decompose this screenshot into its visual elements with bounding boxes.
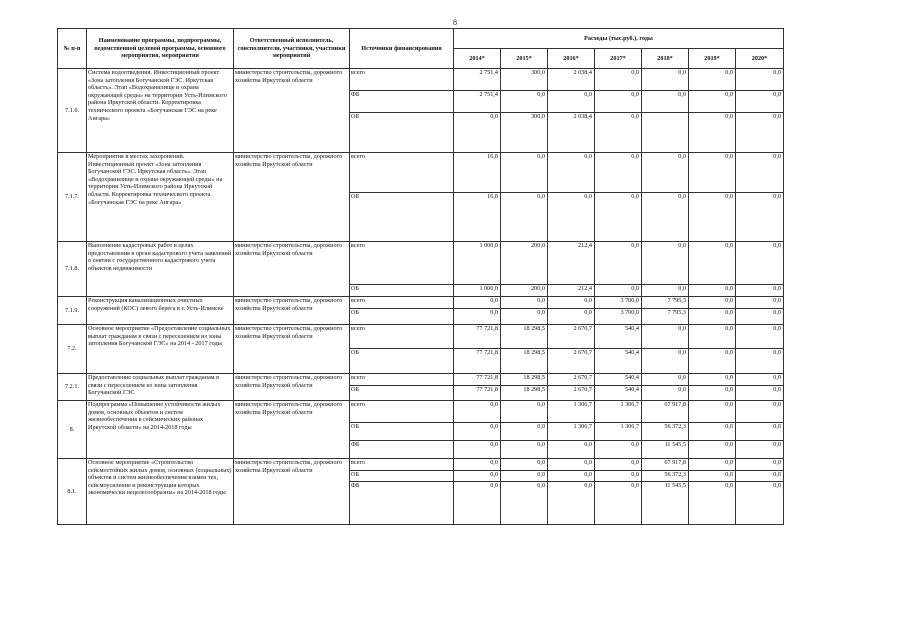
funding-source: ОБ xyxy=(350,285,454,297)
expense-value: 0,0 xyxy=(454,401,501,423)
expense-value: 2 038,4 xyxy=(548,69,595,91)
expense-value: 0,0 xyxy=(689,153,736,193)
expense-value: 1 000,0 xyxy=(454,242,501,285)
expense-value: 0,0 xyxy=(454,113,501,153)
expense-value: 77 721,8 xyxy=(454,325,501,349)
expense-value: 0,0 xyxy=(736,193,784,242)
expense-value: 0,0 xyxy=(595,482,642,525)
expense-value: 77 721,8 xyxy=(454,349,501,374)
header-name: Наименование программы, подпрограммы, ведомственной целевой программы, основного мероприятия, мероприятия xyxy=(87,29,234,69)
header-executor: Ответственный исполнитель, соисполнители, участники, участники мероприятий xyxy=(234,29,350,69)
header-expenses: Расходы (тыс.руб.), годы xyxy=(454,29,784,49)
expense-value: 67 917,8 xyxy=(642,401,689,423)
expense-value: 2 670,7 xyxy=(548,386,595,401)
expense-value: 0,0 xyxy=(736,401,784,423)
expense-value: 0,0 xyxy=(642,374,689,386)
funding-source: всего xyxy=(350,374,454,386)
table-row xyxy=(58,69,784,91)
expense-value: 2 751,4 xyxy=(454,69,501,91)
executor: министерство строительства, дорожного хозяйства Иркутской области xyxy=(234,401,350,459)
funding-source: ОБ xyxy=(350,471,454,482)
expense-value: 0,0 xyxy=(689,423,736,441)
expense-value: 7 795,3 xyxy=(642,297,689,309)
expense-value: 0,0 xyxy=(689,471,736,482)
expense-value: 0,0 xyxy=(736,386,784,401)
expense-value: 0,0 xyxy=(736,242,784,285)
expense-value: 0,0 xyxy=(454,482,501,525)
expense-value: 77 721,8 xyxy=(454,374,501,386)
expense-value: 0,0 xyxy=(454,459,501,471)
expense-value: 0,0 xyxy=(595,113,642,153)
expense-value: 0,0 xyxy=(736,374,784,386)
expense-value: 0,0 xyxy=(689,459,736,471)
expense-value xyxy=(642,113,689,153)
expense-value: 0,0 xyxy=(501,471,548,482)
expense-value: 2 038,4 xyxy=(548,113,595,153)
expense-value: 3 700,0 xyxy=(595,309,642,325)
expense-value: 0,0 xyxy=(689,482,736,525)
expense-value: 77 721,8 xyxy=(454,386,501,401)
row-number: 8. xyxy=(58,401,87,459)
expense-value: 18 298,5 xyxy=(501,374,548,386)
expense-value: 0,0 xyxy=(642,325,689,349)
expense-value: 0,0 xyxy=(689,193,736,242)
expense-value: 0,0 xyxy=(501,423,548,441)
expense-value: 540,4 xyxy=(595,325,642,349)
header-year: 2018* xyxy=(642,49,689,69)
expense-value: 11 545,5 xyxy=(642,482,689,525)
expense-value: 0,0 xyxy=(595,285,642,297)
table-row xyxy=(58,325,784,349)
expense-value: 0,0 xyxy=(642,349,689,374)
expense-value: 18 298,5 xyxy=(501,386,548,401)
expense-value: 0,0 xyxy=(642,285,689,297)
expense-value: 56 372,3 xyxy=(642,471,689,482)
expense-value: 0,0 xyxy=(689,285,736,297)
funding-source: ОБ xyxy=(350,386,454,401)
expense-value: 0,0 xyxy=(642,242,689,285)
expense-value: 16,8 xyxy=(454,193,501,242)
expense-value: 0,0 xyxy=(548,482,595,525)
expense-value: 0,0 xyxy=(548,471,595,482)
expense-value: 0,0 xyxy=(548,459,595,471)
expense-value: 0,0 xyxy=(689,69,736,91)
expense-value: 2 670,7 xyxy=(548,349,595,374)
expense-value: 0,0 xyxy=(501,153,548,193)
executor: министерство строительства, дорожного хозяйства Иркутской области xyxy=(234,297,350,325)
row-number: 7.1.9. xyxy=(58,297,87,325)
expense-value: 0,0 xyxy=(736,69,784,91)
header-year: 2014* xyxy=(454,49,501,69)
executor: министерство строительства, дорожного хозяйства Иркутской области xyxy=(234,374,350,401)
expense-value: 540,4 xyxy=(595,374,642,386)
expense-value: 0,0 xyxy=(501,309,548,325)
header-year: 2017* xyxy=(595,49,642,69)
funding-source: всего xyxy=(350,401,454,423)
expense-value: 2 751,4 xyxy=(454,91,501,113)
expense-value: 0,0 xyxy=(736,113,784,153)
expense-value: 0,0 xyxy=(595,193,642,242)
table-row xyxy=(58,153,784,193)
measure-name: Система водоотведения. Инвестиционный проект «Зона затопления Богучанской ГЭС. Иркутская область». Этап «Водохранилище и охрана окружающей среды» на территории Усть-Илимского района Иркутской области. Корректировка технического проекта «Богучанская ГЭС на реке Ангара» xyxy=(87,69,234,153)
funding-source: всего xyxy=(350,297,454,309)
expense-value: 0,0 xyxy=(501,297,548,309)
expense-value: 0,0 xyxy=(736,309,784,325)
table-row xyxy=(58,401,784,423)
expense-value: 0,0 xyxy=(548,309,595,325)
expense-value: 0,0 xyxy=(454,471,501,482)
funding-source: всего xyxy=(350,459,454,471)
expense-value: 0,0 xyxy=(595,441,642,459)
expense-value: 0,0 xyxy=(454,423,501,441)
funding-source: ФБ xyxy=(350,441,454,459)
expense-value: 2 670,7 xyxy=(548,374,595,386)
expense-value: 0,0 xyxy=(689,401,736,423)
funding-source: ОБ xyxy=(350,113,454,153)
expense-value: 7 795,3 xyxy=(642,309,689,325)
expense-value: 0,0 xyxy=(548,91,595,113)
header-year: 2016* xyxy=(548,49,595,69)
expense-value: 0,0 xyxy=(736,441,784,459)
expense-value: 1 306,7 xyxy=(595,401,642,423)
expense-value: 1 306,7 xyxy=(548,423,595,441)
expense-value: 0,0 xyxy=(454,441,501,459)
expenses-table xyxy=(57,28,784,525)
row-number: 8.1. xyxy=(58,459,87,525)
expense-value: 0,0 xyxy=(501,441,548,459)
funding-source: ФБ xyxy=(350,91,454,113)
expense-value: 2 670,7 xyxy=(548,325,595,349)
funding-source: ОБ xyxy=(350,423,454,441)
funding-source: ФБ xyxy=(350,482,454,525)
expense-value: 1 000,0 xyxy=(454,285,501,297)
measure-name: Предоставление социальных выплат гражданам в связи с переселением из зоны затопления Богучанской ГЭС xyxy=(87,374,234,401)
expense-value: 300,0 xyxy=(501,69,548,91)
expense-value: 0,0 xyxy=(736,459,784,471)
expense-value: 0,0 xyxy=(642,153,689,193)
funding-source: всего xyxy=(350,153,454,193)
executor: министерство строительства, дорожного хозяйства Иркутской области xyxy=(234,325,350,374)
measure-name: Мероприятия в местах захоронений. Инвестиционный проект «Зона затопления Богучанской ГЭС. Иркутская область». Этап «Водохранилище и охрана окружающей среды» на территории Усть-Илимского района Иркутской области. Корректировка технического проекта «Богучанская ГЭС на реке Ангара» xyxy=(87,153,234,242)
expense-value: 0,0 xyxy=(595,69,642,91)
expense-value: 1 306,7 xyxy=(548,401,595,423)
table-row xyxy=(58,374,784,386)
executor: министерство строительства, дорожного хозяйства Иркутской области xyxy=(234,459,350,525)
expense-value: 56 372,3 xyxy=(642,423,689,441)
measure-name: Подпрограмма «Повышение устойчивости жилых домов, основных объектов и систем жизнеобеспечения в сейсмических районах Иркутской области» на 2014-2018 годы xyxy=(87,401,234,459)
expense-value: 1 306,7 xyxy=(595,423,642,441)
expense-value: 540,4 xyxy=(595,386,642,401)
expense-value: 0,0 xyxy=(501,482,548,525)
header-year: 2020* xyxy=(736,49,784,69)
measure-name: Реконструкция канализационных очистных сооружений (КОС) левого берега в г. Усть-Илимске xyxy=(87,297,234,325)
executor: министерство строительства, дорожного хозяйства Иркутской области xyxy=(234,242,350,297)
expense-value: 0,0 xyxy=(736,91,784,113)
funding-source: всего xyxy=(350,69,454,91)
expense-value: 0,0 xyxy=(736,482,784,525)
expense-value: 0,0 xyxy=(736,471,784,482)
expense-value: 18 298,5 xyxy=(501,325,548,349)
expense-value: 200,0 xyxy=(501,242,548,285)
row-number: 7.1.6. xyxy=(58,69,87,153)
row-number: 7.1.7. xyxy=(58,153,87,242)
expense-value: 0,0 xyxy=(501,193,548,242)
expense-value: 0,0 xyxy=(454,309,501,325)
expense-value: 0,0 xyxy=(595,153,642,193)
expense-value: 0,0 xyxy=(736,423,784,441)
expense-value: 0,0 xyxy=(642,193,689,242)
expense-value: 200,0 xyxy=(501,285,548,297)
table-row xyxy=(58,297,784,309)
expense-value: 3 700,0 xyxy=(595,297,642,309)
expense-value: 0,0 xyxy=(689,113,736,153)
expense-value: 0,0 xyxy=(595,471,642,482)
expense-value: 300,0 xyxy=(501,113,548,153)
header-num: № п-п xyxy=(58,29,87,69)
executor: министерство строительства, дорожного хозяйства Иркутской области xyxy=(234,69,350,153)
expense-value: 0,0 xyxy=(689,91,736,113)
expense-value: 0,0 xyxy=(736,285,784,297)
expense-value: 0,0 xyxy=(736,297,784,309)
funding-source: ОБ xyxy=(350,309,454,325)
expense-value: 0,0 xyxy=(689,309,736,325)
row-number: 7.2.1. xyxy=(58,374,87,401)
header-year: 2015* xyxy=(501,49,548,69)
table-row xyxy=(58,242,784,285)
table-row xyxy=(58,459,784,471)
expense-value: 0,0 xyxy=(595,459,642,471)
expense-value: 18 298,5 xyxy=(501,349,548,374)
expense-value: 11 545,5 xyxy=(642,441,689,459)
header-year: 2019* xyxy=(689,49,736,69)
expense-value: 0,0 xyxy=(595,242,642,285)
expense-value: 0,0 xyxy=(642,69,689,91)
expense-value: 0,0 xyxy=(454,297,501,309)
expense-value: 0,0 xyxy=(548,441,595,459)
expense-value: 0,0 xyxy=(689,297,736,309)
expense-value: 0,0 xyxy=(548,193,595,242)
row-number: 7.2. xyxy=(58,325,87,374)
expense-value: 0,0 xyxy=(501,401,548,423)
measure-name: Выполнение кадастровых работ в целях предоставления в орган кадастрового учета заявлений о снятии с государственного кадастрового учета объектов недвижимости xyxy=(87,242,234,297)
expense-value: 0,0 xyxy=(736,325,784,349)
expense-value: 0,0 xyxy=(595,91,642,113)
expense-value: 0,0 xyxy=(642,386,689,401)
expense-value: 0,0 xyxy=(736,349,784,374)
expense-value: 212,4 xyxy=(548,242,595,285)
funding-source: ОБ xyxy=(350,193,454,242)
measure-name: Основное мероприятие «Предоставление социальных выплат гражданам в связи с переселением из зоны затопления Богучанской ГЭС» на 2014 - 2017 годы xyxy=(87,325,234,374)
funding-source: всего xyxy=(350,325,454,349)
expense-value: 67 917,8 xyxy=(642,459,689,471)
expense-value: 212,4 xyxy=(548,285,595,297)
expense-value: 16,8 xyxy=(454,153,501,193)
expense-value: 0,0 xyxy=(548,153,595,193)
expense-value: 0,0 xyxy=(501,459,548,471)
expense-value: 0,0 xyxy=(689,386,736,401)
expense-value: 540,4 xyxy=(595,349,642,374)
executor: министерство строительства, дорожного хозяйства Иркутской области xyxy=(234,153,350,242)
expense-value: 0,0 xyxy=(689,441,736,459)
measure-name: Основное мероприятие «Строительство сейсмостойких жилых домов, основных (социальных) объектов и систем жизнеобеспечения взамен тех, сейсмоусиление и реконструкция которых экономически нецелесообразны» на 2014-2018 годы xyxy=(87,459,234,525)
expense-value: 0,0 xyxy=(642,91,689,113)
funding-source: ОБ xyxy=(350,349,454,374)
expense-value: 0,0 xyxy=(501,91,548,113)
expense-value: 0,0 xyxy=(689,349,736,374)
funding-source: всего xyxy=(350,242,454,285)
row-number: 7.1.8. xyxy=(58,242,87,297)
expense-value: 0,0 xyxy=(736,153,784,193)
page-number: 8 xyxy=(453,18,457,27)
header-source: Источники финансирования xyxy=(350,29,454,69)
expense-value: 0,0 xyxy=(689,374,736,386)
expense-value: 0,0 xyxy=(689,242,736,285)
expense-value: 0,0 xyxy=(548,297,595,309)
expense-value: 0,0 xyxy=(689,325,736,349)
